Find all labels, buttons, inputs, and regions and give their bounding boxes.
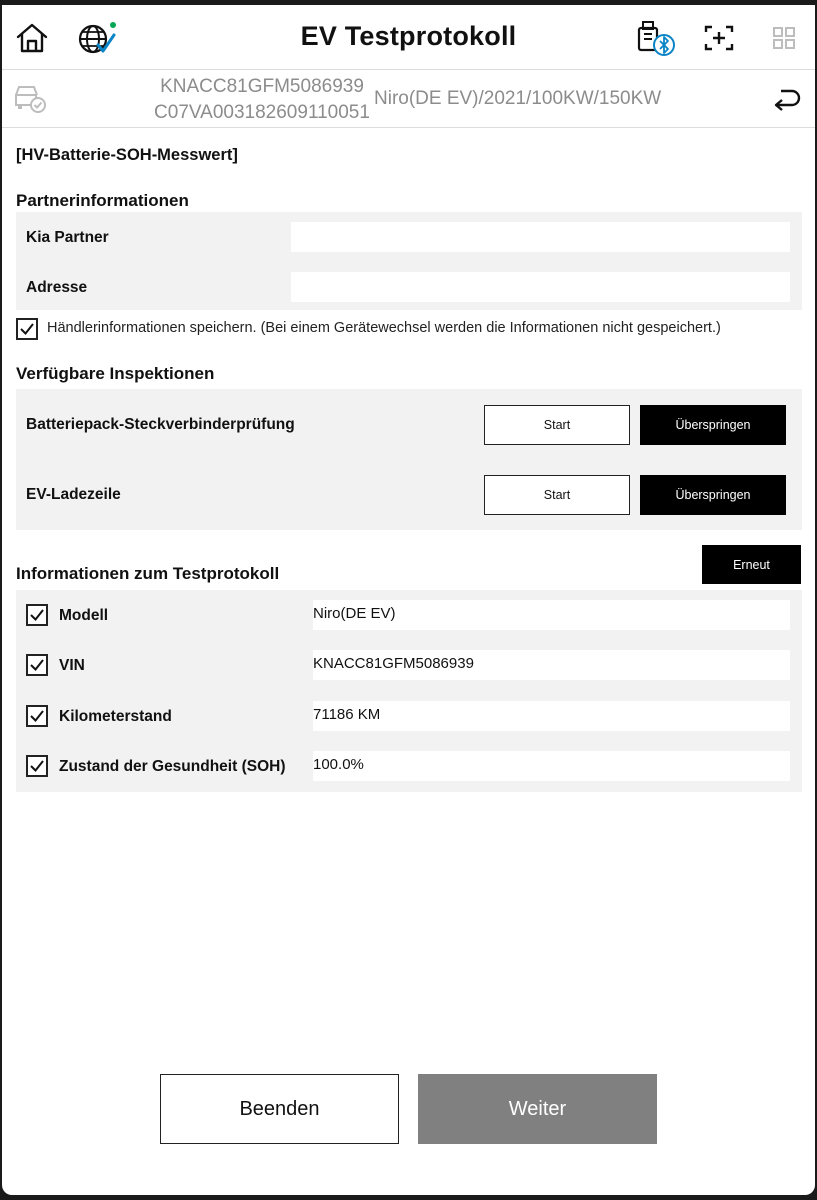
mileage-label: Kilometerstand [59,708,172,725]
screenshot-icon[interactable] [702,22,736,54]
soh-value: 100.0% [313,751,790,781]
inspection-label-ev-charging: EV-Ladezeile [26,486,121,503]
report-heading: Informationen zum Testprotokoll [16,564,280,583]
bluetooth-device-icon[interactable] [634,18,678,58]
screen [2,5,815,1195]
section-title: [HV-Batterie-SOH-Messwert] [16,146,238,164]
finish-button[interactable]: Beenden [160,1074,399,1144]
start-button-battery-connector[interactable]: Start [484,405,630,445]
address-field[interactable] [291,272,790,302]
partner-heading: Partnerinformationen [16,191,189,210]
page-title: EV Testprotokoll [300,21,517,51]
skip-button-battery-connector[interactable]: Überspringen [640,405,786,445]
inspections-heading: Verfügbare Inspektionen [16,364,215,383]
soh-checkbox[interactable] [26,755,48,777]
save-dealer-info-checkbox[interactable] [16,318,38,340]
model-value: Niro(DE EV) [313,600,790,630]
next-button[interactable]: Weiter [418,1074,657,1144]
partner-panel [16,212,802,310]
model-label: Modell [59,607,109,624]
kia-partner-label: Kia Partner [26,229,109,246]
vehicle-code: C07VA003182609110051 [154,102,370,123]
save-dealer-info-label: Händlerinformationen speichern. (Bei einem Gerätewechsel werden die Informationen nicht gespeichert.) [47,320,721,336]
mileage-checkbox[interactable] [26,705,48,727]
report-panel [16,590,802,792]
address-label: Adresse [26,279,88,296]
vehicle-vin: KNACC81GFM5086939 [160,76,364,97]
soh-label: Zustand der Gesundheit (SOH) [59,758,286,775]
retry-button[interactable]: Erneut [702,545,801,584]
vehicle-info-bar [2,70,815,128]
kia-partner-field[interactable] [291,222,790,252]
inspection-label-battery-connector: Batteriepack-Steckverbinderprüfung [26,416,295,433]
vin-value: KNACC81GFM5086939 [313,650,790,680]
skip-button-ev-charging[interactable]: Überspringen [640,475,786,515]
top-bar [2,5,815,70]
vehicle-check-icon [12,82,48,116]
inspections-panel [16,389,802,530]
mileage-value: 71186 KM [313,701,790,731]
start-button-ev-charging[interactable]: Start [484,475,630,515]
return-icon[interactable] [770,84,804,114]
vehicle-description: Niro(DE EV)/2021/100KW/150KW [374,88,662,109]
model-checkbox[interactable] [26,604,48,626]
grid-menu-icon[interactable] [770,24,798,52]
vin-checkbox[interactable] [26,654,48,676]
vin-label: VIN [59,657,85,674]
